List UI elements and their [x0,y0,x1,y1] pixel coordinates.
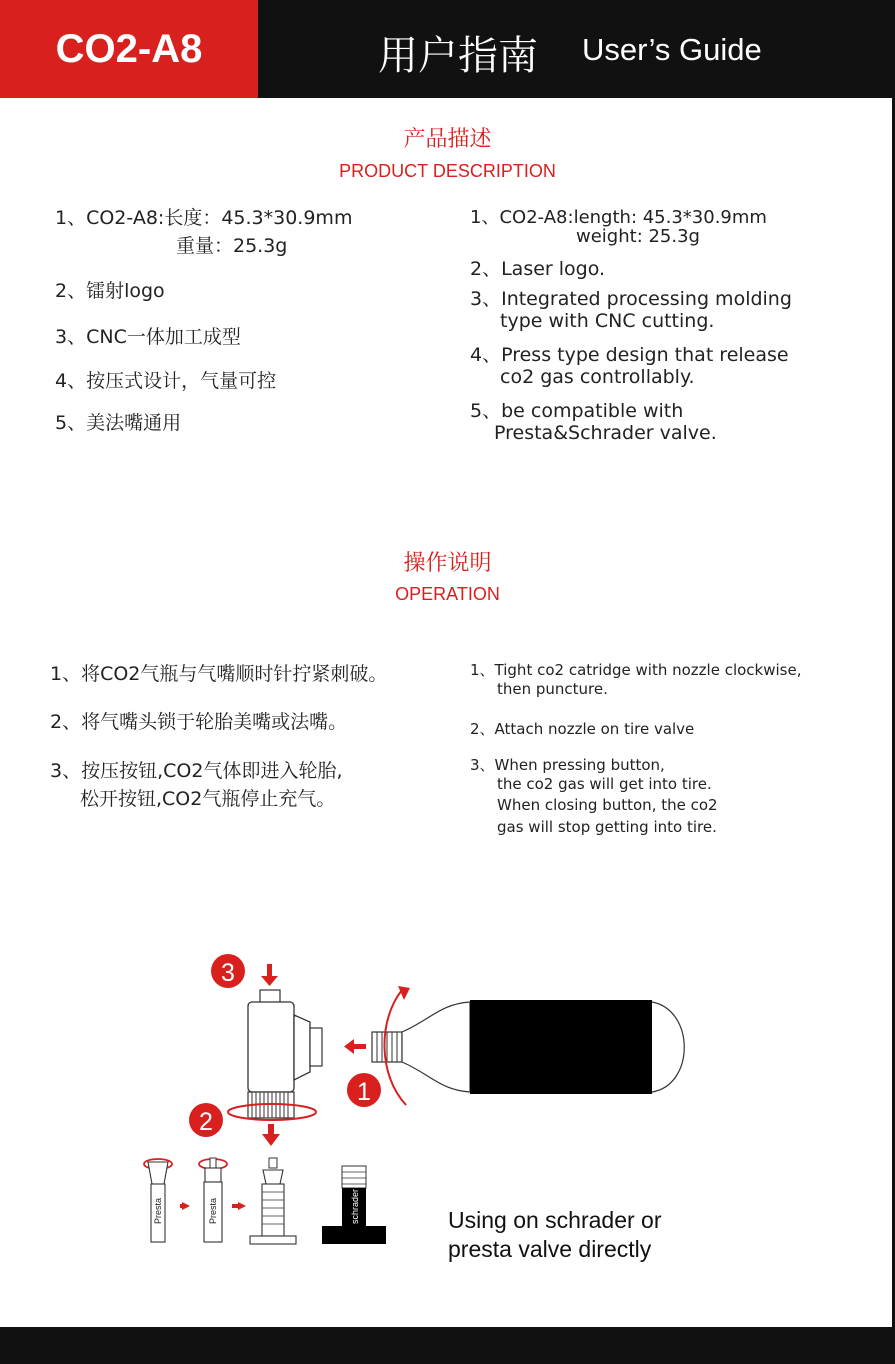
co2-cartridge [372,1000,684,1094]
product-en-item: Presta&Schrader valve. [494,422,717,444]
operation-en-item: 1、Tight co2 catridge with nozzle clockwise, [470,661,802,679]
footer-bar [0,1327,895,1364]
left-arrow-icon [344,1039,366,1054]
product-en-item: type with CNC cutting. [500,310,715,332]
product-cn-item: 重量：25.3g [176,235,288,257]
product-title-cn: 产品描述 [403,127,492,152]
product-en-item: co2 gas controllably. [500,366,695,388]
product-title-en: PRODUCT DESCRIPTION [339,161,556,181]
presta-label: Presta [153,1197,163,1224]
model-name: CO2-A8 [55,27,203,71]
guide-title-cn: 用户指南 [378,33,538,79]
step-number-2: 2 [199,1108,213,1136]
press-arrow-icon [261,964,278,986]
operation-cn-item: 1、将CO2气瓶与气嘴顺时针拧紧刺破。 [50,663,388,685]
caption-line-2: presta valve directly [448,1236,652,1262]
product-cn-item: 3、CNC一体加工成型 [55,326,241,348]
product-en-item: 4、Press type design that release [470,344,789,366]
next-arrow-stem [180,1204,184,1208]
next-arrow-stem [232,1204,238,1208]
header-bar [0,0,895,98]
operation-cn-item: 2、将气嘴头锁于轮胎美嘴或法嘴。 [50,711,348,733]
diagram-caption [448,1206,662,1264]
inflator-head [248,990,322,1118]
product-cn-item: 5、美法嘴通用 [55,412,182,434]
operation-en-item: When closing button, the co2 [497,796,718,814]
guide-title-en: User’s Guide [582,32,762,67]
product-en-item: 3、Integrated processing molding [470,288,792,310]
operation-cn-item: 松开按钮,CO2气瓶停止充气。 [80,788,336,810]
operation-en-item: the co2 gas will get into tire. [497,775,712,793]
step-number-1: 1 [357,1078,371,1106]
product-cn-item: 2、镭射logo [55,280,165,302]
model-badge [0,0,258,98]
operation-title-cn: 操作说明 [403,551,492,576]
product-cn-item: 1、CO2-A8:长度：45.3*30.9mm [55,207,353,229]
operation-en-item: then puncture. [497,680,608,698]
operation-en-item: 3、When pressing button, [470,756,665,774]
down-arrow-icon [262,1124,280,1146]
step-number-3: 3 [221,959,235,987]
product-en-item: weight: 25.3g [576,226,700,247]
schrader-label: schrader [350,1188,360,1224]
operation-en-item: gas will stop getting into tire. [497,818,717,836]
product-en-item: 1、CO2-A8:length: 45.3*30.9mm [470,207,767,228]
caption-line-1: Using on schrader or [448,1207,662,1233]
operation-title-en: OPERATION [395,584,500,604]
product-en-item: 2、Laser logo. [470,258,606,280]
presta-label: Presta [208,1197,218,1224]
operation-cn-item: 3、按压按钮,CO2气体即进入轮胎, [50,760,343,782]
next-arrow-icon [238,1202,246,1210]
product-cn-item: 4、按压式设计，气量可控 [55,370,277,392]
operation-en-item: 2、Attach nozzle on tire valve [470,720,695,738]
valve-with-nozzle [250,1158,296,1244]
product-en-item: 5、be compatible with [470,400,684,422]
